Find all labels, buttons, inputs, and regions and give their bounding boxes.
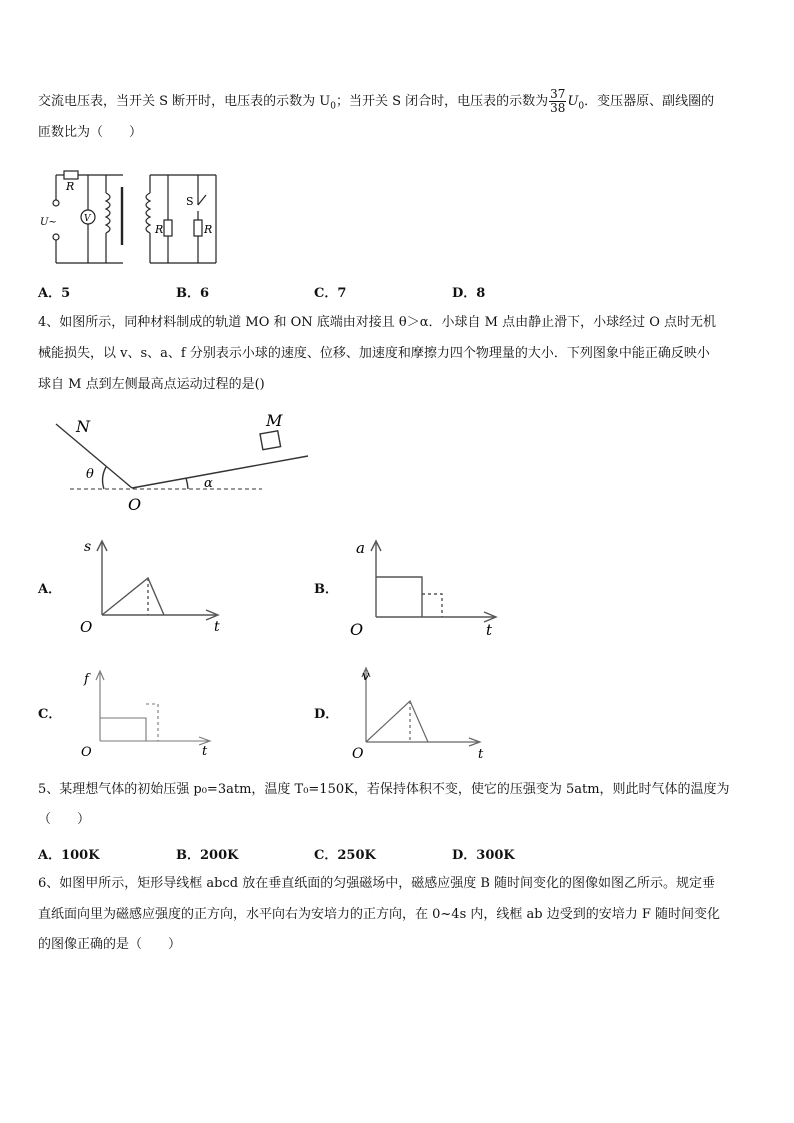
circuit-r-right-label: R — [204, 223, 213, 236]
graph-d-y-label: v — [362, 669, 370, 684]
q4-text-line-1: 4、如图所示，同种材料制成的轨道 MO 和 ON 底端由对接且 θ＞α．小球自 M 点由静止滑下，小球经过 O 点时无机 — [38, 315, 717, 330]
fraction-denominator: 38 — [550, 101, 566, 115]
q3-option-a[interactable]: A．5 — [38, 286, 71, 301]
q5-option-c[interactable]: C．250K — [314, 848, 376, 863]
q4-option-c-label[interactable]: C． — [38, 707, 62, 722]
graph-d-x-label: t — [478, 747, 484, 762]
q6-text-line-1: 6、如图甲所示，矩形导线框 abcd 放在垂直纸面的匀强磁场中，磁感应强度 B 随时间变化的图像如图乙所示。规定垂 — [38, 876, 716, 891]
q5-option-a[interactable]: A．100K — [38, 848, 100, 863]
transformer-circuit-diagram — [38, 165, 218, 265]
track-theta-label: θ — [86, 467, 94, 482]
q3-u-symbol: U — [567, 94, 579, 109]
q6-text-line-2: 直纸面向里为磁感应强度的正方向，水平向右为安培力的正方向，在 0~4s 内，线框 ab 边受到的安培力 F 随时间变化 — [38, 907, 720, 922]
q3-text-line-1 — [38, 88, 714, 116]
graph-d-v-t[interactable] — [348, 662, 498, 762]
track-alpha-label: α — [204, 476, 213, 491]
graph-a-s-t[interactable] — [78, 535, 228, 635]
q5-option-d[interactable]: D．300K — [452, 848, 515, 863]
q4-text-line-2: 械能损失，以 v、s、a、f 分别表示小球的速度、位移、加速度和摩擦力四个物理量的大小．下列图象中能正确反映小 — [38, 346, 710, 361]
q5-text-line-1: 5、某理想气体的初始压强 p₀=3atm，温度 T₀=150K，若保持体积不变，使它的压强变为 5atm，则此时气体的温度为 — [38, 782, 730, 797]
circuit-r-mid-label: R — [155, 223, 164, 236]
graph-b-a-t[interactable] — [348, 535, 508, 640]
circuit-switch-label: S — [186, 195, 194, 208]
track-m-label: M — [266, 411, 283, 430]
q3-option-b[interactable]: B．6 — [176, 286, 210, 301]
fraction-numerator: 37 — [550, 87, 566, 101]
circuit-u-source-label: U~ — [40, 217, 57, 228]
q3-text-part-d: ．变压器原、副线圈的 — [584, 94, 715, 109]
q3-sub-0: 0 — [330, 101, 336, 112]
graph-c-f-t[interactable] — [78, 665, 228, 760]
q3-option-c[interactable]: C．7 — [314, 286, 347, 301]
q3-u-sub: 0 — [578, 101, 585, 112]
graph-b-x-label: t — [486, 621, 493, 639]
graph-a-x-label: t — [214, 619, 220, 635]
q3-text-part-b: ；当开关 S 闭合时，电压表的示数为 — [336, 94, 549, 109]
q4-option-a-label[interactable]: A． — [38, 582, 62, 597]
graph-c-origin-label: O — [81, 745, 92, 760]
q5-text-line-2: （ ） — [38, 812, 91, 827]
q4-option-d-label[interactable]: D． — [314, 707, 339, 722]
circuit-voltmeter-label: V — [84, 214, 91, 224]
graph-b-origin-label: O — [350, 620, 364, 639]
graph-c-x-label: t — [202, 744, 208, 759]
graph-c-y-label: f — [84, 672, 89, 687]
graph-d-origin-label: O — [352, 746, 364, 762]
q4-text-line-3: 球自 M 点到左侧最高点运动过程的是() — [38, 377, 265, 392]
graph-a-origin-label: O — [80, 618, 93, 636]
q3-text-line-2: 匝数比为（ ） — [38, 125, 143, 140]
q3-option-d[interactable]: D．8 — [452, 286, 486, 301]
q5-option-b[interactable]: B．200K — [176, 848, 239, 863]
q6-text-line-3: 的图像正确的是（ ） — [38, 937, 182, 952]
track-n-label: N — [76, 417, 90, 436]
q4-option-b-label[interactable]: B． — [314, 582, 338, 597]
fraction-37-38 — [549, 88, 566, 115]
track-o-label: O — [128, 495, 142, 514]
circuit-r-top-label: R — [66, 180, 75, 193]
q3-text-part-a: 交流电压表，当开关 S 断开时，电压表的示数为 U — [38, 94, 331, 109]
graph-b-y-label: a — [356, 539, 365, 557]
graph-a-y-label: s — [84, 539, 92, 555]
track-figure — [52, 410, 312, 520]
